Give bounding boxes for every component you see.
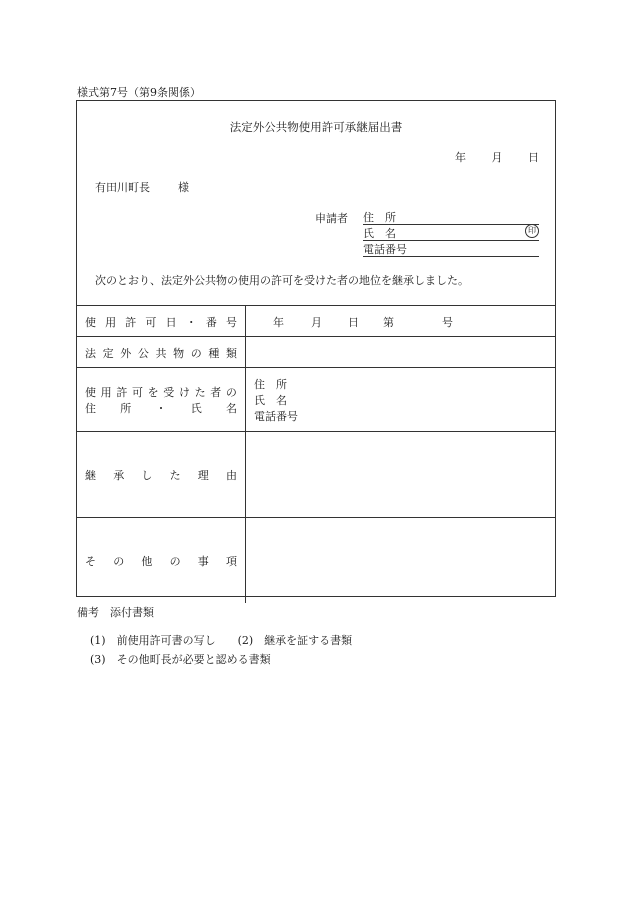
addressee-name: 有田川町長 [95, 181, 150, 194]
applicant-name-field[interactable] [363, 225, 539, 241]
form-number-label: 様式第7号（第9条関係） [77, 86, 201, 99]
previous-permittee-field[interactable] [246, 368, 555, 431]
permit-date-number-field[interactable]: 年 月 日 第 号 [273, 316, 453, 329]
prev-name-label: 氏 名 [254, 394, 287, 407]
date-month: 月 [491, 151, 503, 164]
applicant-phone-label: 電話番号 [363, 243, 407, 256]
note-line-1 [90, 632, 352, 648]
note-item: (3) その他町長が必要と認める書類 [90, 653, 271, 666]
table-row [77, 336, 555, 367]
notification-form [76, 100, 556, 597]
previous-permittee-label: 使 用 許 可 を 受 け た 者 の 住 所 ・ 氏 名 [77, 368, 246, 431]
form-title: 法定外公共物使用許可承継届出書 [229, 120, 403, 134]
applicant-phone-field[interactable] [363, 241, 539, 257]
details-table [77, 305, 555, 603]
succession-reason-field[interactable] [246, 432, 555, 517]
prev-phone-label: 電話番号 [254, 410, 298, 423]
table-row [77, 367, 555, 431]
note-line-2 [90, 651, 271, 667]
permit-date-number-label: 使 用 許 可 日 ・ 番 号 [77, 306, 246, 336]
public-property-type-label: 法 定 外 公 共 物 の 種 類 [77, 337, 246, 367]
prev-address-label: 住 所 [254, 378, 287, 391]
succession-reason-label: 継 承 し た 理 由 [77, 432, 246, 517]
addressee [95, 179, 189, 195]
notes-heading: 備考 添付書類 [77, 606, 154, 619]
addressee-honorific: 様 [178, 181, 189, 194]
table-row [77, 517, 555, 603]
date-day: 日 [528, 151, 539, 164]
applicant-name-label: 氏 名 [363, 227, 396, 240]
seal-mark: 印 [525, 224, 539, 238]
other-matters-field[interactable] [246, 518, 555, 603]
applicant-address-field[interactable] [363, 209, 539, 225]
applicant-address-label: 住 所 [363, 211, 396, 224]
submission-date [455, 149, 539, 165]
date-year: 年 [455, 151, 466, 164]
applicant-label: 申請者 [315, 212, 348, 225]
public-property-type-field[interactable] [246, 337, 555, 367]
table-row [77, 431, 555, 517]
table-row [77, 305, 555, 336]
other-matters-label: そ の 他 の 事 項 [77, 518, 246, 603]
note-item: (1) 前使用許可書の写し [90, 634, 216, 647]
note-item: (2) 継承を証する書類 [237, 634, 353, 647]
statement-text: 次のとおり、法定外公共物の使用の許可を受けた者の地位を継承しました。 [95, 274, 469, 287]
